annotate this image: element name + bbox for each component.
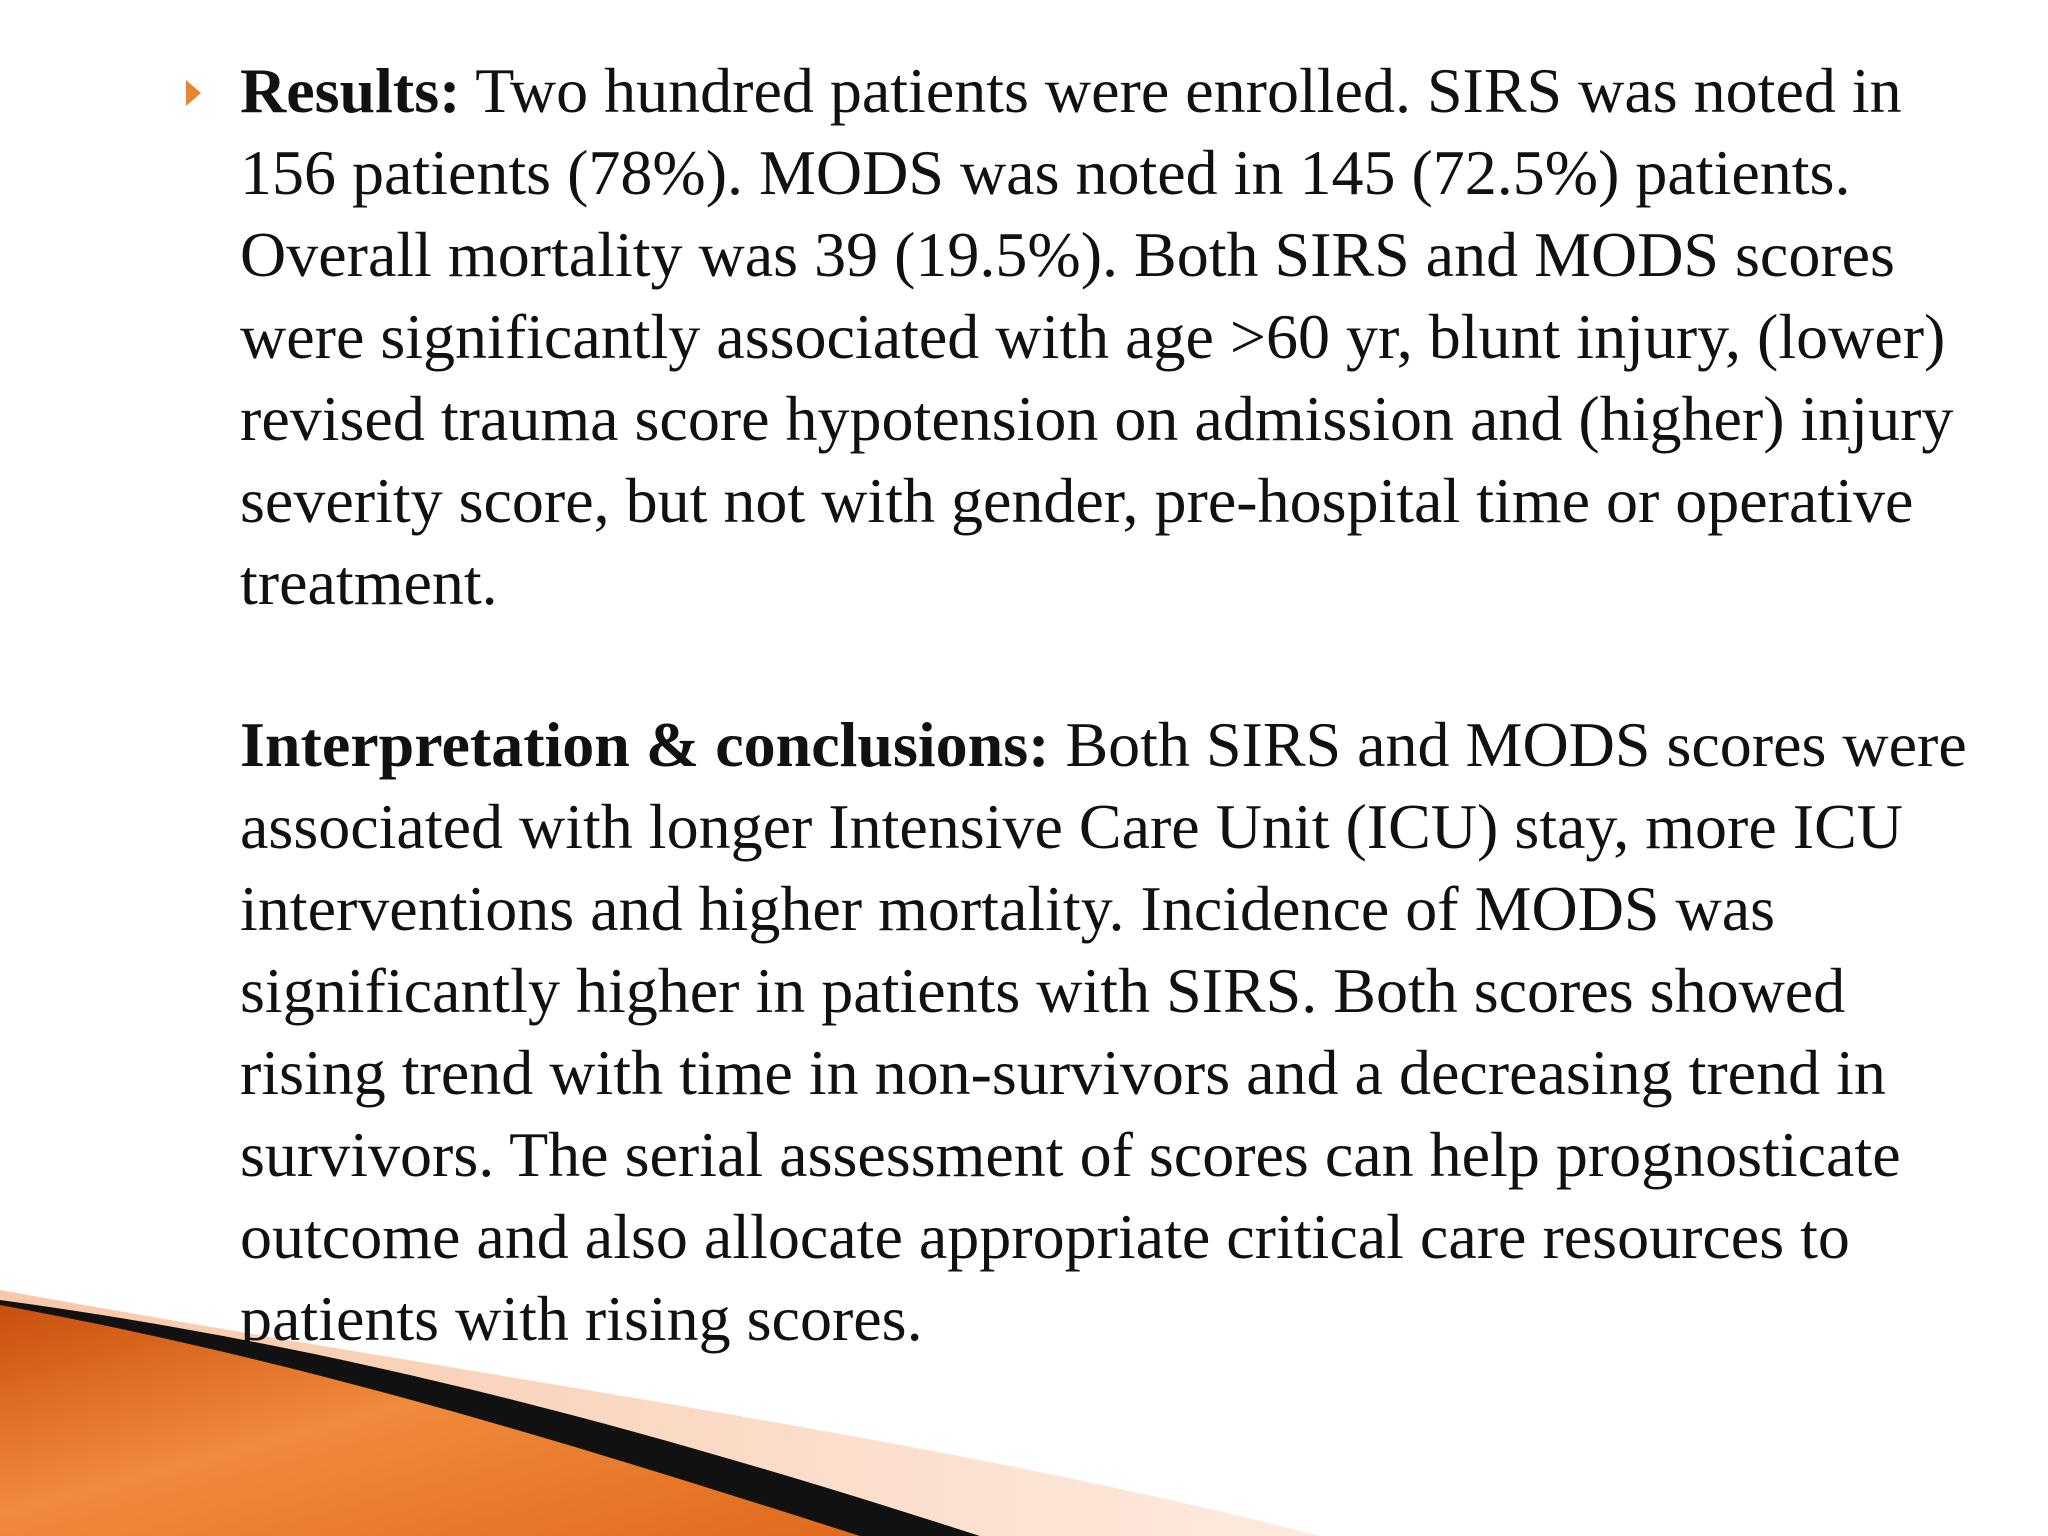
results-paragraph (240, 50, 1980, 624)
results-text: Two hundred patients were enrolled. SIRS was noted in 156 patients (78%). MODS was noted in 145 (72.5%) patients. Overall mortality was 39 (19.5%). Both SIRS and MODS scores were significantly associated with age >60 yr, blunt injury, (lower) revised trauma score hypotension on admission and (higher) injury severity score, but not with gender, pre-hospital time or operative treatment. (240, 55, 1954, 618)
triangle-right-icon (186, 80, 201, 106)
conclusions-paragraph (240, 704, 1980, 1360)
slide-body (240, 50, 1980, 1360)
conclusions-text: Both SIRS and MODS scores were associated with longer Intensive Care Unit (ICU) stay, more ICU interventions and higher mortality. Incidence of MODS was significantly higher in patients with SIRS. Both scores showed rising trend with time in non-survivors and a decreasing trend in survivors. The serial assessment of scores can help prognosticate outcome and also allocate appropriate critical care resources to patients with rising scores. (240, 709, 1967, 1354)
conclusions-heading: Interpretation & conclusions: (240, 709, 1050, 780)
results-heading: Results: (240, 55, 461, 126)
